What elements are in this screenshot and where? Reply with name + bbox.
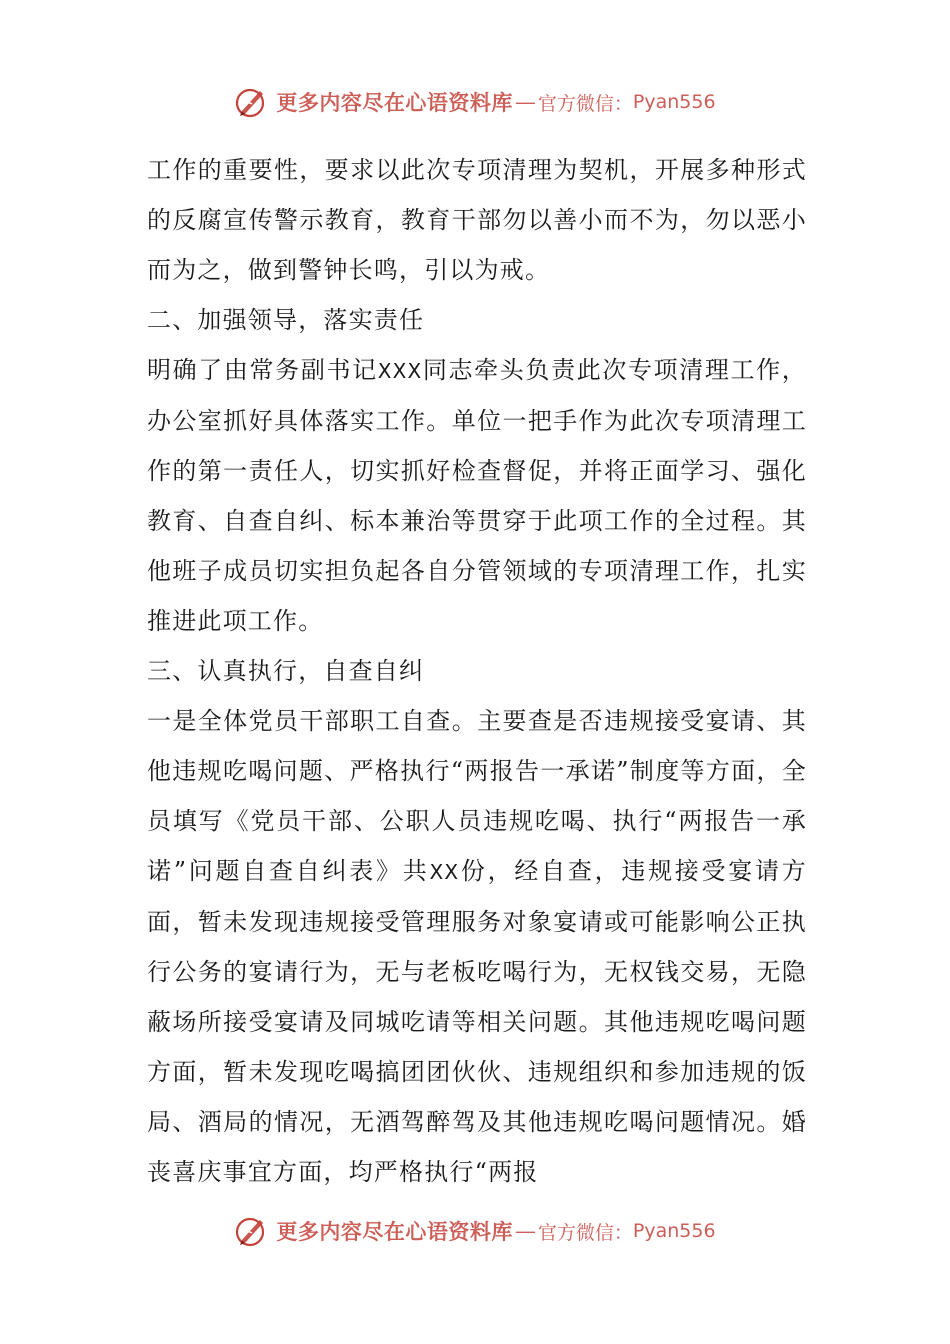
placeholder-name: XXX xyxy=(377,359,423,383)
watermark-footer xyxy=(0,1211,950,1251)
watermark-text: 更多内容尽在心语资料库 xyxy=(276,1219,513,1244)
section-heading-2: 二、加强领导，落实责任 xyxy=(147,306,425,334)
placeholder-count: XX xyxy=(429,860,460,884)
paragraph-leadership xyxy=(147,345,807,646)
paragraph-leadership-c: 同志牵头负责此次专项清理工作，办公室抓好具体落实工作。单位一把手作为此次专项清理工作的第一责任人，切实抓好检查督促，并将正面学习、强化教育、自查自纠、标本兼治等贯穿于此项工作的全过程。其他班子成员切实担负起各自分管领域的专项清理工作，扎实推进此项工作。 xyxy=(147,356,807,635)
watermark-official-label: 官方微信： xyxy=(537,1221,633,1244)
watermark-dash: — xyxy=(514,90,536,114)
paragraph-selfcheck xyxy=(147,696,807,1197)
paragraph-selfcheck-a: 一是全体党员干部职工自查。主要查是否违规接受宴请、其他违规吃喝问题、严格执行“两报告一承诺”制度等方面，全员填写《党员干部、公职人员违规吃喝、执行“两报告一承诺”问题自查自纠表》共 xyxy=(147,707,807,885)
watermark-dash: — xyxy=(514,1219,536,1243)
document-body xyxy=(147,145,807,1197)
paragraph-selfcheck-c: 份，经自查，违规接受宴请方面，暂未发现违规接受管理服务对象宴请或可能影响公正执行公务的宴请行为，无与老板吃喝行为，无权钱交易，无隐蔽场所接受宴请及同城吃请等相关问题。其他违规吃喝问题方面，暂未发现吃喝搞团团伙伙、违规组织和参加违规的饭局、酒局的情况，无酒驾醉驾及其他违规吃喝问题情况。婚丧喜庆事宜方面，均严格执行“两报 xyxy=(147,857,807,1186)
watermark-wechat-id: Pyan556 xyxy=(632,1220,716,1242)
section-heading-3: 三、认真执行，自查自纠 xyxy=(147,657,425,685)
pen-logo-icon xyxy=(234,85,268,119)
watermark-header xyxy=(0,82,950,122)
paragraph-intro: 工作的重要性，要求以此次专项清理为契机，开展多种形式的反腐宣传警示教育，教育干部勿以善小而不为，勿以恶小而为之，做到警钟长鸣，引以为戒。 xyxy=(147,156,807,284)
watermark-text: 更多内容尽在心语资料库 xyxy=(276,90,513,115)
watermark-official-label: 官方微信： xyxy=(537,92,633,115)
pen-logo-icon xyxy=(234,1214,268,1248)
watermark-wechat-id: Pyan556 xyxy=(632,91,716,113)
paragraph-leadership-a: 明确了由常务副书记 xyxy=(147,356,378,384)
